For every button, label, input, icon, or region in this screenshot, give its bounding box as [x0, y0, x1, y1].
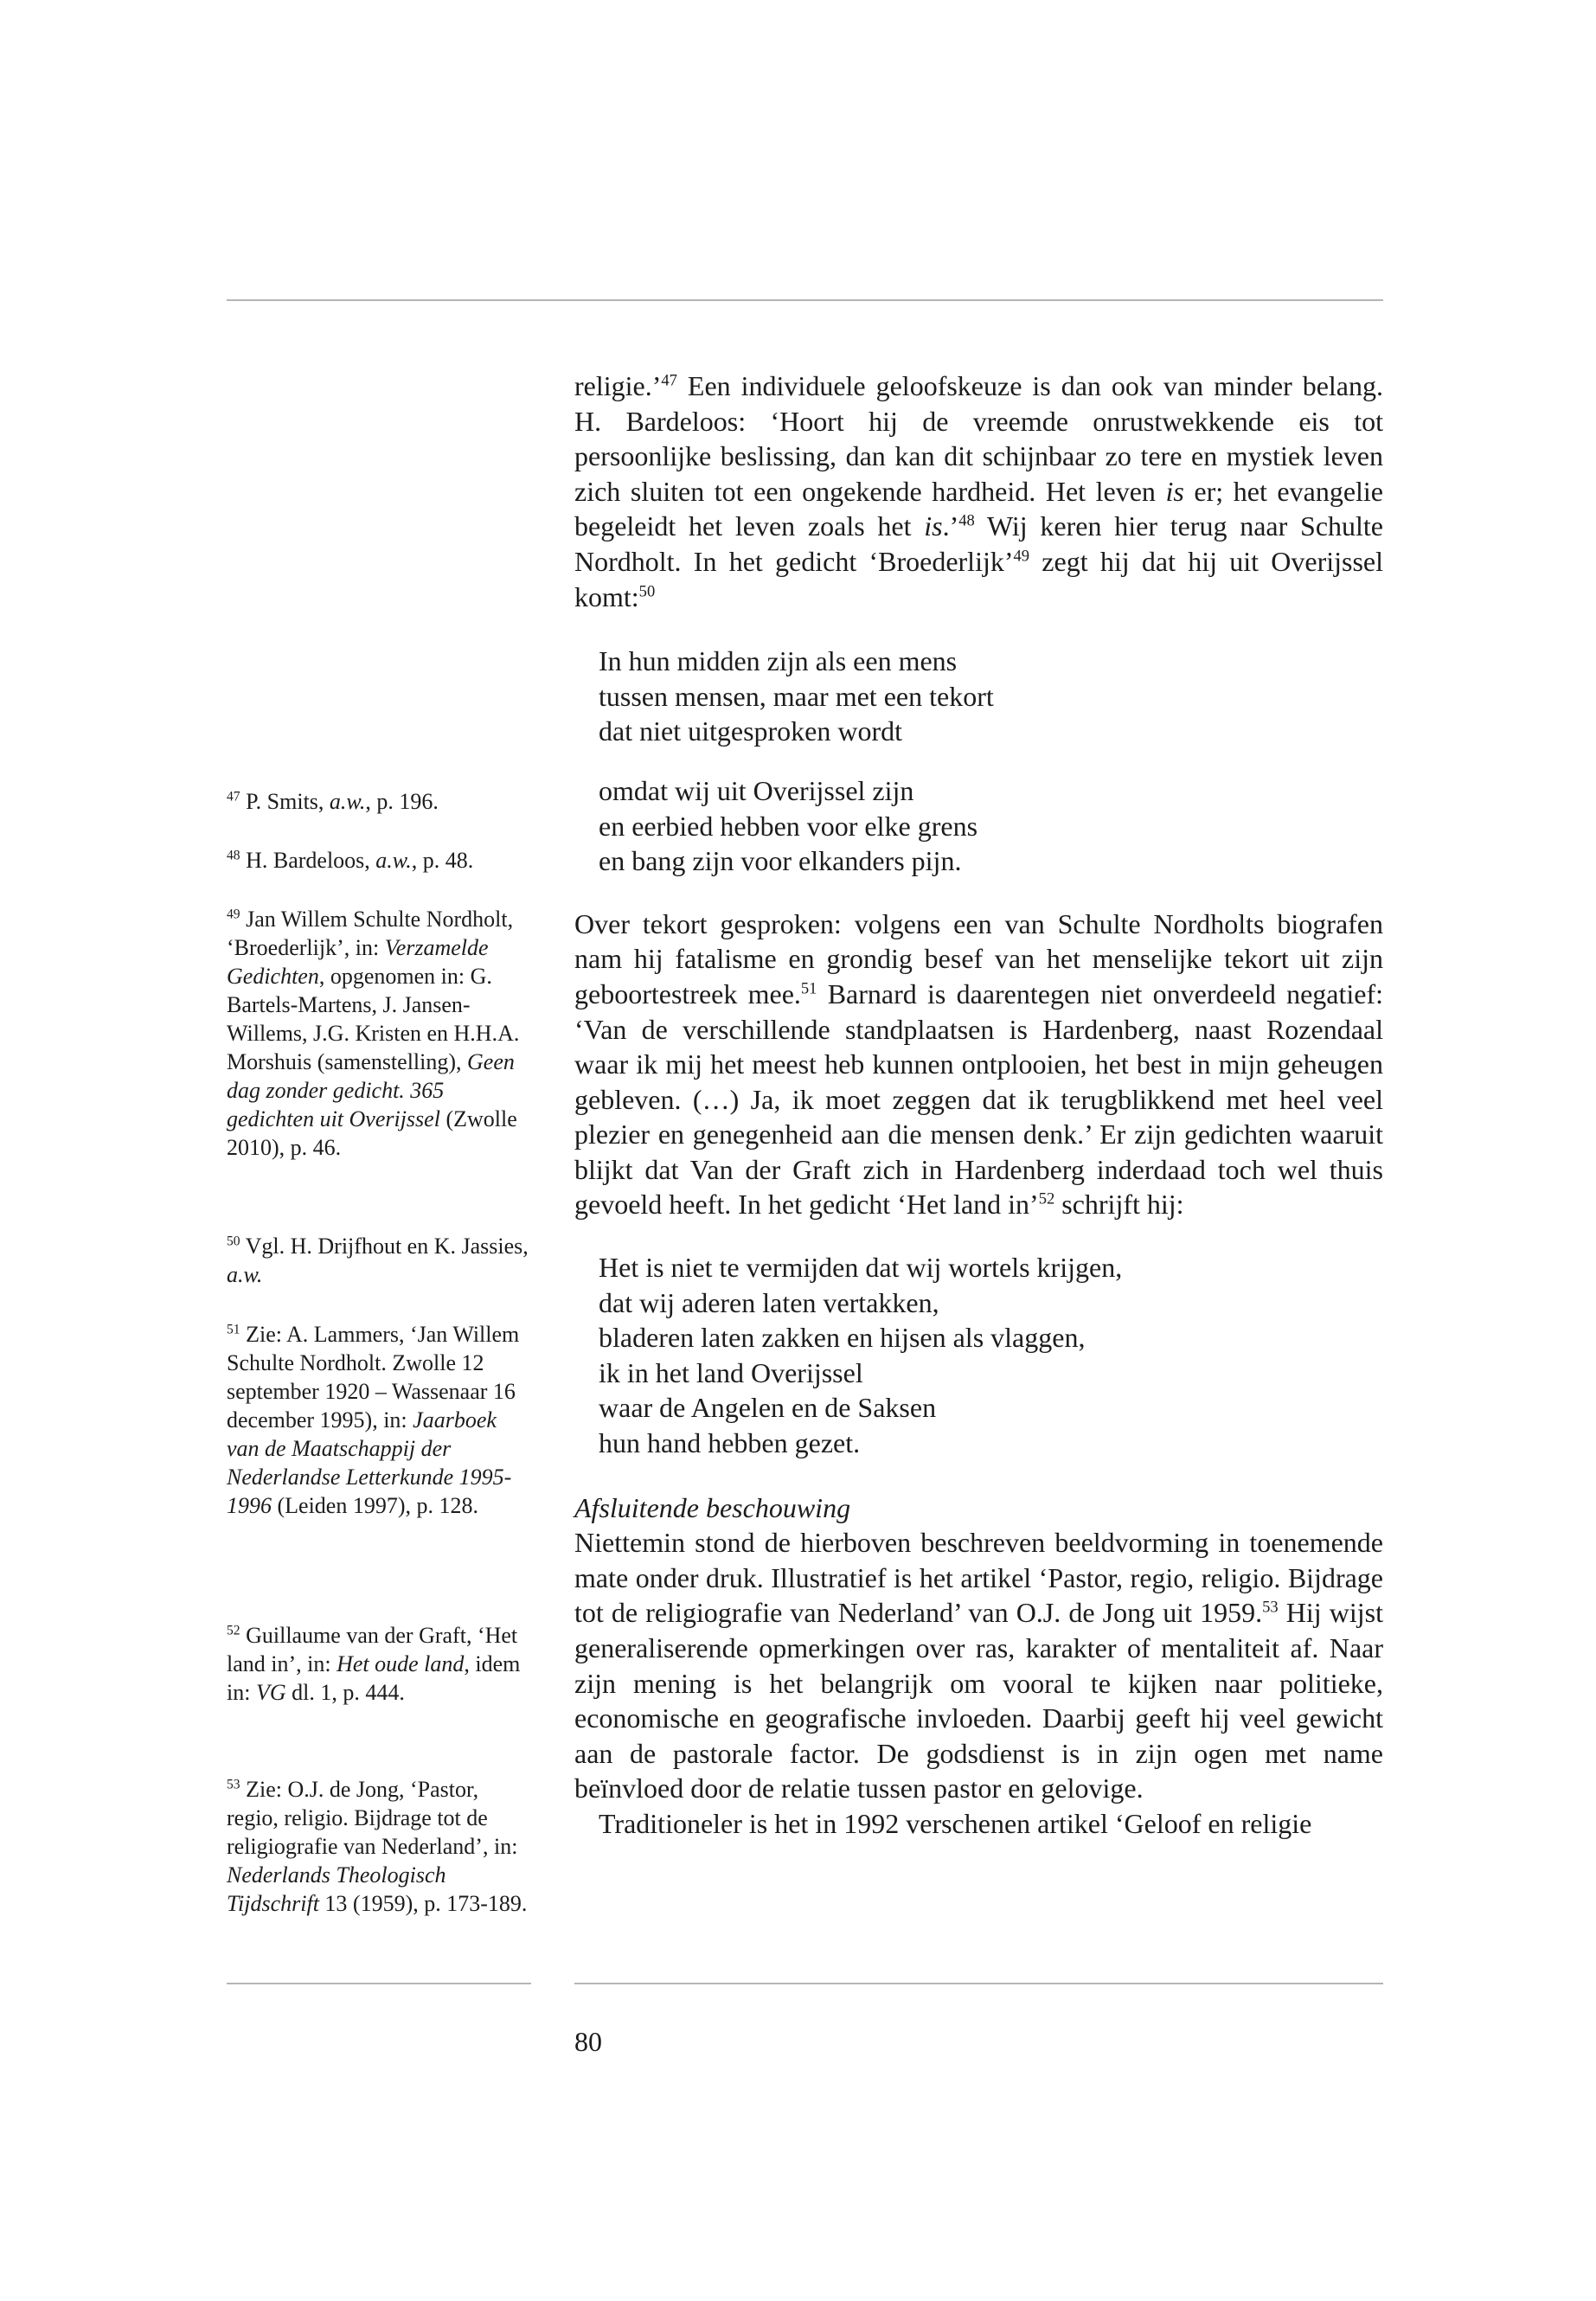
text: (Zwolle 2010), p. 46.	[227, 1106, 517, 1160]
text: , p. 196.	[365, 789, 439, 814]
text: er; het evangelie begeleidt het leven zoals het	[574, 475, 1384, 542]
footnote-number: 51	[227, 1322, 240, 1337]
emphasis: is	[1165, 475, 1184, 507]
text: (Leiden 1997), p. 128.	[272, 1493, 479, 1518]
footnote	[227, 1775, 531, 1918]
poem-stanza	[574, 1250, 1383, 1461]
paragraph	[574, 907, 1383, 1222]
footnote-ref[interactable]: 52	[1038, 1189, 1055, 1208]
emphasis: Nederlands Theologisch Tijdschrift	[227, 1862, 446, 1916]
page-number: 80	[574, 2026, 602, 2057]
footnotes-bottom-rule	[227, 1983, 531, 1984]
text: Hij wijst generaliserende opmerkingen over ras, karakter of mentaliteit af. Naar zijn mening is het belangrijk om vooral te kijken naar politieke, economische en geografische invloeden. Daarbij geeft hij veel gewicht aan de pastorale factor. De godsdienst is in zijn ogen met name beïnvloed door de relatie tussen pastor en gelovige.	[574, 1597, 1384, 1804]
emphasis: Het oude land	[337, 1651, 465, 1676]
emphasis: is	[924, 510, 943, 542]
emphasis: Jaarboek van de Maatschappij der Nederlandse Letterkunde 1995-1996	[227, 1407, 512, 1518]
text: Jan Willem Schulte Nordholt, ‘Broederlijk’, in:	[227, 907, 514, 960]
poem-line: waar de Angelen en de Saksen	[599, 1392, 937, 1424]
main-bottom-rule	[574, 1983, 1383, 1984]
poem-line: omdat wij uit Overijssel zijn	[599, 774, 914, 806]
footnote-ref[interactable]: 49	[1013, 547, 1030, 566]
poem-line: In hun midden zijn als een mens	[599, 645, 958, 677]
text: Een individuele geloofskeuze is dan ook van minder belang. H. Bardeloos: ‘Hoort hij de vreemde onrustwekkende eis tot persoonlijke beslissing, dan kan dit schijnbaar zo tere en mystiek leven zich sluiten tot een ongekende hardheid. Het leven	[574, 370, 1383, 507]
text: , p. 48.	[411, 848, 474, 873]
poem-line: en bang zijn voor elkanders pijn.	[599, 845, 962, 877]
paragraph	[574, 1525, 1383, 1806]
text: P. Smits,	[240, 789, 330, 814]
text: dl. 1, p. 444.	[285, 1680, 405, 1705]
emphasis: a.w.	[227, 1262, 263, 1287]
poem-line: dat wij aderen laten vertakken,	[599, 1286, 939, 1318]
text: Guillaume van der Graft, ‘Het land in’, in:	[227, 1623, 518, 1676]
poem-line: tussen mensen, maar met een tekort	[599, 680, 994, 712]
poem-line: ik in het land Overijssel	[599, 1356, 863, 1388]
footnote-number: 49	[227, 907, 240, 922]
footnote-ref[interactable]: 53	[1262, 1598, 1279, 1617]
footnote	[227, 1621, 531, 1707]
text: 13 (1959), p. 173-189.	[318, 1891, 528, 1916]
text: Barnard is daarentegen niet onverdeeld negatief: ‘Van de verschillende standplaatsen is Hardenberg, naast Rozendaal waar ik mij het meest heb kunnen ontplooien, het best in mijn geheugen gebleven. (…) Ja, ik moet zeggen dat ik terugblikkend met heel veel plezier en genegenheid aan die mensen denk.’ Er zijn gedichten waaruit blijkt dat Van der Graft zich in Hardenberg inderdaad toch wel thuis gevoeld heeft. In het gedicht ‘Het land in’	[574, 977, 1383, 1221]
footnote-number: 48	[227, 848, 240, 863]
text: Vgl. H. Drijfhout en K. Jassies,	[240, 1234, 529, 1259]
footnote	[227, 1320, 531, 1520]
text: religie.’	[574, 370, 662, 401]
poem-stanza	[574, 644, 1383, 749]
text: , idem in:	[227, 1651, 521, 1705]
poem-line: bladeren laten zakken en hijsen als vlaggen,	[599, 1322, 1086, 1354]
section-heading: Afsluitende beschouwing	[574, 1491, 851, 1523]
footnote	[227, 905, 531, 1162]
text: schrijft hij:	[1054, 1189, 1184, 1221]
emphasis: a.w.	[329, 789, 366, 814]
poem-stanza	[574, 773, 1383, 879]
footnote	[227, 787, 531, 816]
emphasis: a.w.	[375, 848, 412, 873]
text: , opgenomen in: G. Bartels-Martens, J. Jansen-Willems, J.G. Kristen en H.H.A. Morshuis (samenstelling),	[227, 964, 520, 1074]
footnote-ref[interactable]: 48	[958, 511, 975, 530]
top-rule	[227, 299, 1383, 301]
text: zegt hij dat hij uit Overijssel komt:	[574, 545, 1384, 612]
paragraph: Traditioneler is het in 1992 verschenen artikel ‘Geloof en religie	[599, 1807, 1312, 1839]
emphasis: Geen dag zonder gedicht. 365 gedichten uit Overijssel	[227, 1049, 515, 1131]
footnote-number: 47	[227, 789, 240, 804]
emphasis: VG	[255, 1680, 286, 1705]
poem-line: hun hand hebben gezet.	[599, 1427, 861, 1459]
text: Zie: A. Lammers, ‘Jan Willem Schulte Nordholt. Zwolle 12 september 1920 – Wassenaar 16 december 1995), in:	[227, 1322, 520, 1433]
text: Over tekort gesproken: volgens een van Schulte Nordholts biografen nam hij fatalisme en grondig besef van het menselijke tekort uit zijn geboortestreek mee.	[574, 907, 1383, 1009]
text: H. Bardeloos,	[240, 848, 376, 873]
footnote-number: 52	[227, 1623, 240, 1638]
footnote	[227, 1232, 531, 1289]
footnote-number: 53	[227, 1777, 240, 1792]
main-column	[574, 369, 1383, 1842]
poem-line: Het is niet te vermijden dat wij wortels krijgen,	[599, 1252, 1123, 1284]
text: Niettemin stond de hierboven beschreven beeldvorming in toenemende mate onder druk. Illustratief is het artikel ‘Pastor, regio, religio. Bijdrage tot de religiografie van Nederland’ van O.J. de Jong uit 1959.	[574, 1527, 1383, 1629]
paragraph	[574, 369, 1383, 614]
poem-line: dat niet uitgesproken wordt	[599, 715, 903, 747]
poem-line: en eerbied hebben voor elke grens	[599, 810, 978, 842]
text: Wij keren hier terug naar Schulte Nordholt. In het gedicht ‘Broederlijk’	[574, 510, 1384, 577]
footnote-ref[interactable]: 51	[800, 979, 817, 998]
footnote-number: 50	[227, 1234, 240, 1249]
footnote-ref[interactable]: 50	[638, 581, 656, 600]
footnote	[227, 846, 531, 875]
text: .’	[942, 510, 959, 542]
emphasis: Verzamelde Gedichten	[227, 935, 489, 989]
text: Zie: O.J. de Jong, ‘Pastor, regio, religio. Bijdrage tot de religiografie van Nederland’, in:	[227, 1777, 518, 1859]
footnote-ref[interactable]: 47	[661, 371, 677, 390]
